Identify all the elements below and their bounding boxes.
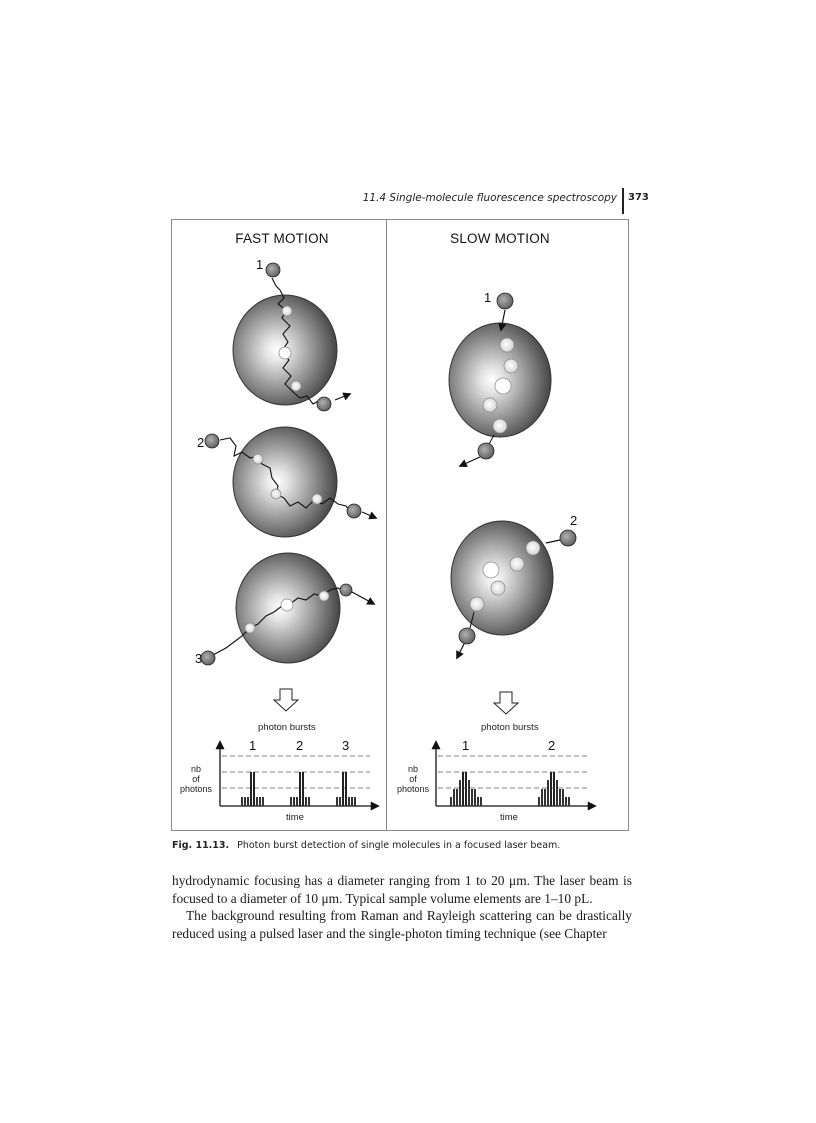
slow-fluorescing-molecule bbox=[510, 557, 524, 571]
fast-volume-1 bbox=[233, 263, 350, 411]
slow-fluorescing-molecule bbox=[504, 359, 518, 373]
slow-molecule-label: 1 bbox=[484, 290, 492, 305]
slow-molecule-1-exit bbox=[478, 443, 494, 459]
figure-caption-text: Photon burst detection of single molecules in a focused laser beam. bbox=[237, 840, 561, 851]
fast-burst-number: 3 bbox=[342, 738, 350, 753]
fast-photon-bursts-label: photon bursts bbox=[258, 722, 316, 733]
fast-fluorescing-molecule bbox=[282, 306, 292, 316]
slow-fluorescing-molecule bbox=[493, 419, 507, 433]
slow-molecule-2-entry bbox=[560, 530, 576, 546]
slow-fluorescing-molecule bbox=[491, 581, 505, 595]
fast-burst-2 bbox=[290, 772, 310, 806]
slow-burst-number: 2 bbox=[548, 738, 556, 753]
slow-molecule-2-exit bbox=[459, 628, 475, 644]
fast-volume-2 bbox=[205, 427, 376, 537]
fast-molecule-1-entry bbox=[266, 263, 280, 277]
page-number: 373 bbox=[628, 192, 649, 203]
slow-y-axis-label: nb of photons bbox=[396, 764, 430, 794]
fast-molecule-label: 1 bbox=[256, 257, 264, 272]
slow-motion-title: SLOW MOTION bbox=[450, 231, 550, 246]
fast-molecule-label: 2 bbox=[197, 435, 205, 450]
fast-fluorescing-molecule bbox=[281, 599, 293, 611]
slow-fluorescing-molecule bbox=[500, 338, 514, 352]
fast-molecule-1-exit bbox=[317, 397, 331, 411]
fast-burst-3 bbox=[336, 772, 356, 806]
down-arrow-icon bbox=[274, 689, 298, 711]
paragraph: The background resulting from Raman and Rayleigh scattering can be drastically reduced using a pulsed laser and the single-photon timing technique (see Chapter bbox=[172, 908, 632, 941]
fast-fluorescing-molecule bbox=[319, 591, 329, 601]
slow-burst-2 bbox=[538, 772, 570, 806]
slow-volume-1 bbox=[449, 293, 551, 466]
paragraph: hydrodynamic focusing has a diameter ranging from 1 to 20 μm. The laser beam is focused to a diameter of 10 μm. Typical sample volume elements are 1–10 pL. bbox=[172, 873, 632, 906]
fast-fluorescing-molecule bbox=[253, 454, 263, 464]
slow-volume-2 bbox=[451, 521, 576, 658]
running-head: 11.4 Single-molecule fluorescence spectroscopy bbox=[362, 192, 617, 204]
slow-molecule-label: 2 bbox=[570, 513, 578, 528]
slow-burst-number: 1 bbox=[462, 738, 470, 753]
fast-molecule-3-exit bbox=[340, 584, 352, 596]
slow-molecule-1-entry bbox=[497, 293, 513, 309]
slow-fluorescing-molecule bbox=[495, 378, 511, 394]
down-arrow-icon bbox=[494, 692, 518, 714]
figure-caption-label: Fig. 11.13. bbox=[172, 840, 230, 851]
fast-fluorescing-molecule bbox=[271, 489, 281, 499]
fast-molecule-2-exit bbox=[347, 504, 361, 518]
fast-fluorescing-molecule bbox=[312, 494, 322, 504]
fast-burst-number: 1 bbox=[249, 738, 257, 753]
slow-burst-1 bbox=[450, 772, 482, 806]
body-text bbox=[172, 872, 632, 942]
slow-x-axis-label: time bbox=[500, 812, 518, 823]
slow-fluorescing-molecule bbox=[483, 398, 497, 412]
slow-fluorescing-molecule bbox=[483, 562, 499, 578]
fast-fluorescing-molecule bbox=[291, 381, 301, 391]
slow-fluorescing-molecule bbox=[470, 597, 484, 611]
fast-fluorescing-molecule bbox=[279, 347, 291, 359]
fast-molecule-label: 3 bbox=[195, 651, 203, 666]
fast-burst-1 bbox=[241, 772, 264, 806]
figure-caption bbox=[172, 840, 632, 851]
fast-motion-title: FAST MOTION bbox=[235, 231, 329, 246]
fast-fluorescing-molecule bbox=[245, 623, 255, 633]
fast-molecule-3-entry bbox=[201, 651, 215, 665]
fast-volume-3 bbox=[201, 553, 374, 665]
slow-fluorescing-molecule bbox=[526, 541, 540, 555]
fast-molecule-2-entry bbox=[205, 434, 219, 448]
fast-x-axis-label: time bbox=[286, 812, 304, 823]
slow-photon-bursts-label: photon bursts bbox=[481, 722, 539, 733]
fast-burst-number: 2 bbox=[296, 738, 304, 753]
fast-y-axis-label: nb of photons bbox=[179, 764, 213, 794]
slow-burst-chart bbox=[436, 742, 595, 806]
